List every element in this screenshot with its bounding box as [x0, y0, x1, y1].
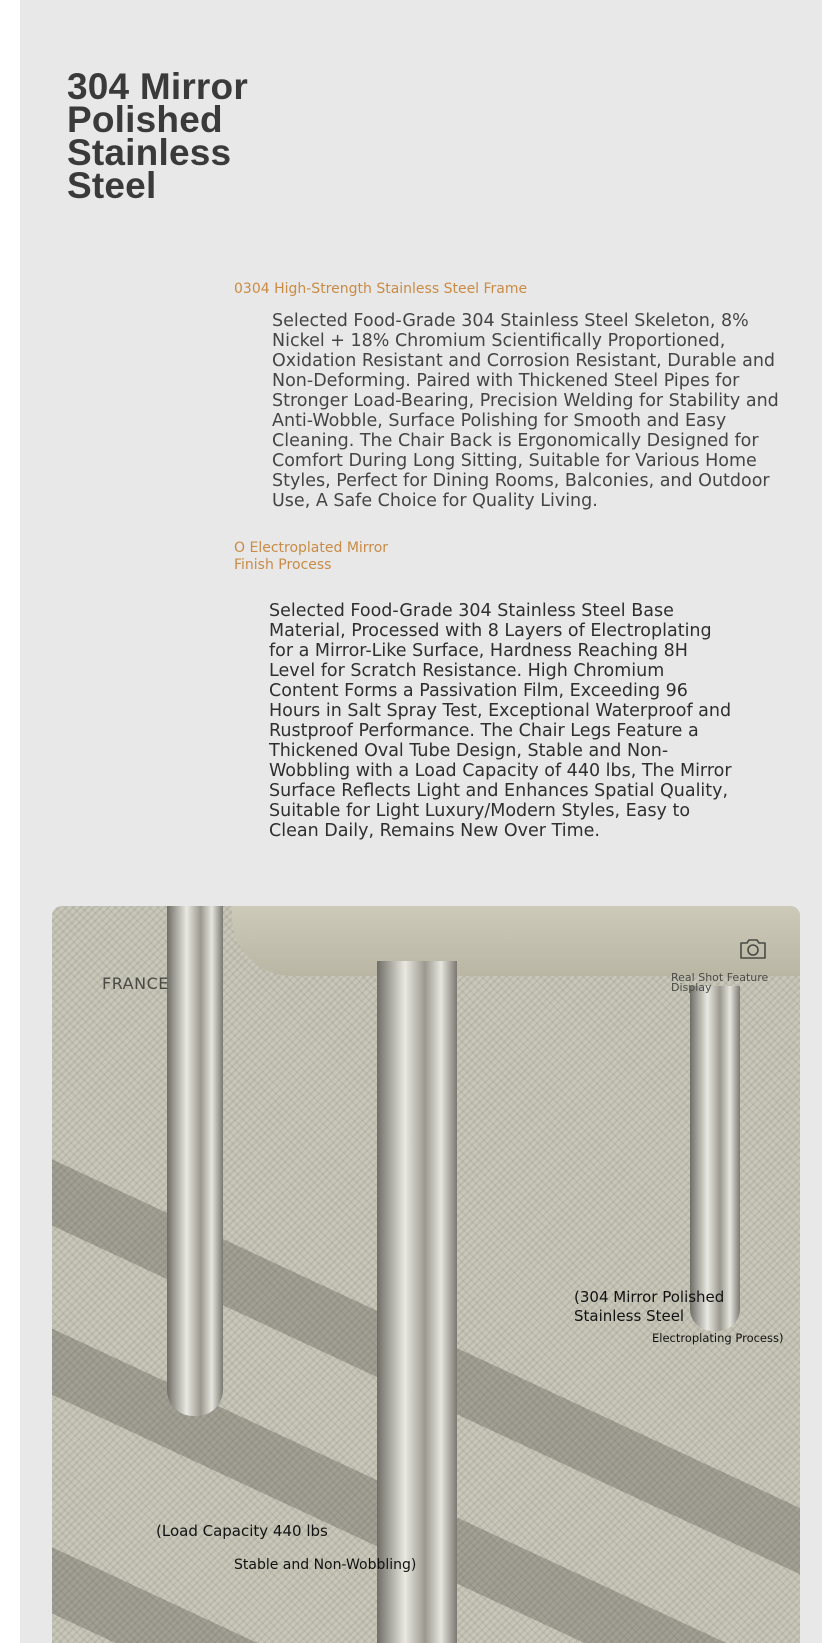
caption-mirror-polished: (304 Mirror Polished Stainless Steel [574, 1288, 725, 1325]
section-label-frame: 0304 High-Strength Stainless Steel Frame [234, 281, 528, 297]
camera-icon [738, 936, 768, 962]
chair-leg [377, 961, 457, 1643]
real-shot-label: Real Shot Feature Display [671, 971, 769, 994]
caption-load-capacity: (Load Capacity 440 lbs [156, 1522, 328, 1540]
brand-label: FRANCE [102, 974, 169, 993]
chair-seat [232, 906, 800, 976]
caption-stable: Stable and Non-Wobbling) [234, 1557, 417, 1573]
page-title: 304 Mirror Polished Stainless Steel [67, 66, 248, 206]
section-text-frame: Selected Food-Grade 304 Stainless Steel Skeleton, 8% Nickel + 18% Chromium Scientifically Proportioned, Oxidation Resistant and Corrosion Resistant, Durable and Non-Deforming. Paired with Thickened Steel Pipes for Stronger Load-Bearing, Precision Welding for Stability and Anti-Wobble, Surface Polishing for Smooth and Easy Cleaning. The Chair Back is Ergonomically Designed for Comfort During Long Sitting, Suitable for Various Home Styles, Perfect for Dining Rooms, Balconies, and Outdoor Use, A Safe Choice for Quality Living. [272, 311, 779, 511]
section-text-electroplating: Selected Food-Grade 304 Stainless Steel Base Material, Processed with 8 Layers of Electroplating for a Mirror-Like Surface, Hardness Reaching 8H Level for Scratch Resistance. High Chromium Content Forms a Passivation Film, Exceeding 96 Hours in Salt Spray Test, Exceptional Waterproof and Rustproof Performance. The Chair Legs Feature a Thickened Oval Tube Design, Stable and Non-Wobbling with a Load Capacity of 440 lbs, The Mirror Surface Reflects Light and Enhances Spatial Quality, Suitable for Light Luxury/Modern Styles, Easy to Clean Daily, Remains New Over Time. [269, 601, 732, 841]
caption-electroplating: Electroplating Process) [652, 1331, 784, 1345]
section-label-electroplating: O Electroplated Mirror Finish Process [234, 540, 389, 573]
chair-leg [690, 986, 740, 1331]
chair-leg [167, 906, 223, 1416]
product-photo [52, 906, 800, 1643]
